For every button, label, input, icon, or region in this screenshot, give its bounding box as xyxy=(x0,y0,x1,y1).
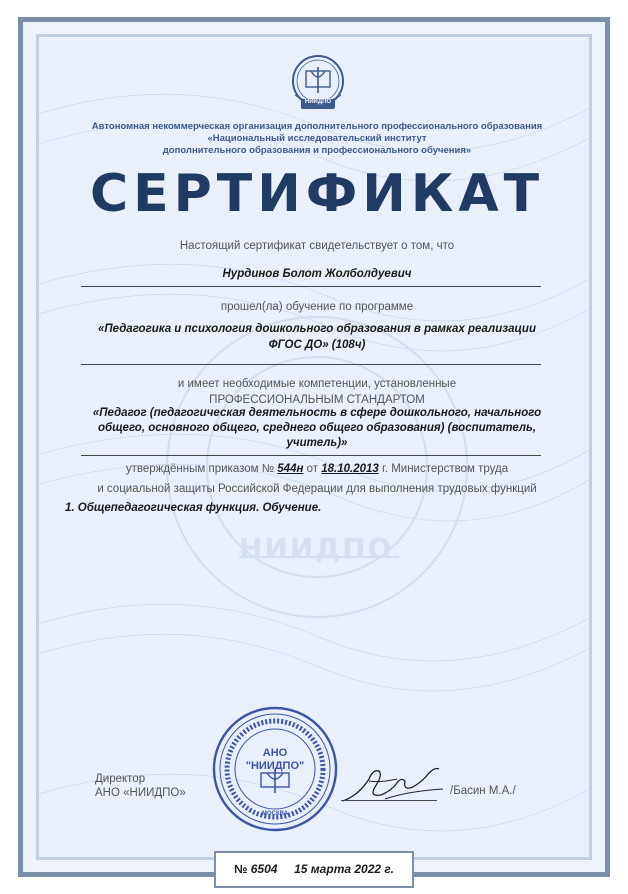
order-number: 544н xyxy=(277,463,304,475)
director-name: /Басин М.А./ xyxy=(450,785,516,797)
passed-text: прошел(ла) обучение по программе xyxy=(220,301,414,313)
standard-underline xyxy=(81,455,541,456)
director-title: Директор xyxy=(95,773,146,785)
labor-function: 1. Общепедагогическая функция. Обучение. xyxy=(65,502,322,514)
order-from: от xyxy=(306,463,319,475)
certificate-number-line xyxy=(216,862,412,876)
standard-line-3: учитель)» xyxy=(286,437,348,449)
watermark-text: НИИДПО xyxy=(239,532,394,565)
name-underline xyxy=(81,286,541,287)
institute-logo xyxy=(289,53,347,115)
stamp-bottom-label: МОСКВА xyxy=(261,811,289,817)
intro-text: Настоящий сертификат свидетельствует о том, что xyxy=(179,240,455,252)
certificate-body xyxy=(36,34,592,860)
program-line-2: ФГОС ДО» (108ч) xyxy=(268,339,366,351)
number-label: № xyxy=(234,862,248,876)
order-line-2: и социальной защиты Российской Федерации для выполнения трудовых функций xyxy=(97,483,537,495)
logo-label: НИИДПО xyxy=(304,99,332,105)
director-signature xyxy=(339,761,451,805)
order-line xyxy=(39,463,592,475)
director-block xyxy=(95,772,186,800)
certificate-number: 6504 xyxy=(250,862,278,876)
program-underline xyxy=(81,364,541,365)
signature-line xyxy=(341,800,437,801)
standard-line-2: общего, основного общего, среднего общего образования) (воспитатель, xyxy=(97,422,537,434)
competence-text: и имеет необходимые компетенции, установленные xyxy=(177,378,457,390)
certificate-title: СЕРТИФИКАТ xyxy=(89,164,545,224)
stamp-center-line1: АНО xyxy=(262,747,288,759)
stamp-center-line2: "НИИДПО" xyxy=(245,760,305,772)
certificate-number-box xyxy=(214,851,414,888)
org-name-line1: Автономная некоммерческая организация дополнительного профессионального образования xyxy=(91,121,543,132)
order-suffix: г. Министерством труда xyxy=(382,463,509,475)
director-org: АНО «НИИДПО» xyxy=(95,787,186,799)
org-name-line2: «Национальный исследовательский институт xyxy=(207,133,427,144)
order-date: 18.10.2013 xyxy=(321,463,379,475)
standard-heading: ПРОФЕССИОНАЛЬНЫМ СТАНДАРТОМ xyxy=(209,394,425,406)
organization-name xyxy=(59,121,575,157)
org-name-line3: дополнительного образования и профессионального обучения» xyxy=(162,145,472,156)
program-line-1: «Педагогика и психология дошкольного образования в рамках реализации xyxy=(98,323,536,335)
standard-line-1: «Педагог (педагогическая деятельность в сфере дошкольного, начального xyxy=(92,407,542,419)
certificate-date: 15 марта 2022 г. xyxy=(294,862,394,876)
order-prefix: утверждённым приказом № xyxy=(125,463,275,475)
person-name: Нурдинов Болот Жолболдуевич xyxy=(222,268,412,280)
